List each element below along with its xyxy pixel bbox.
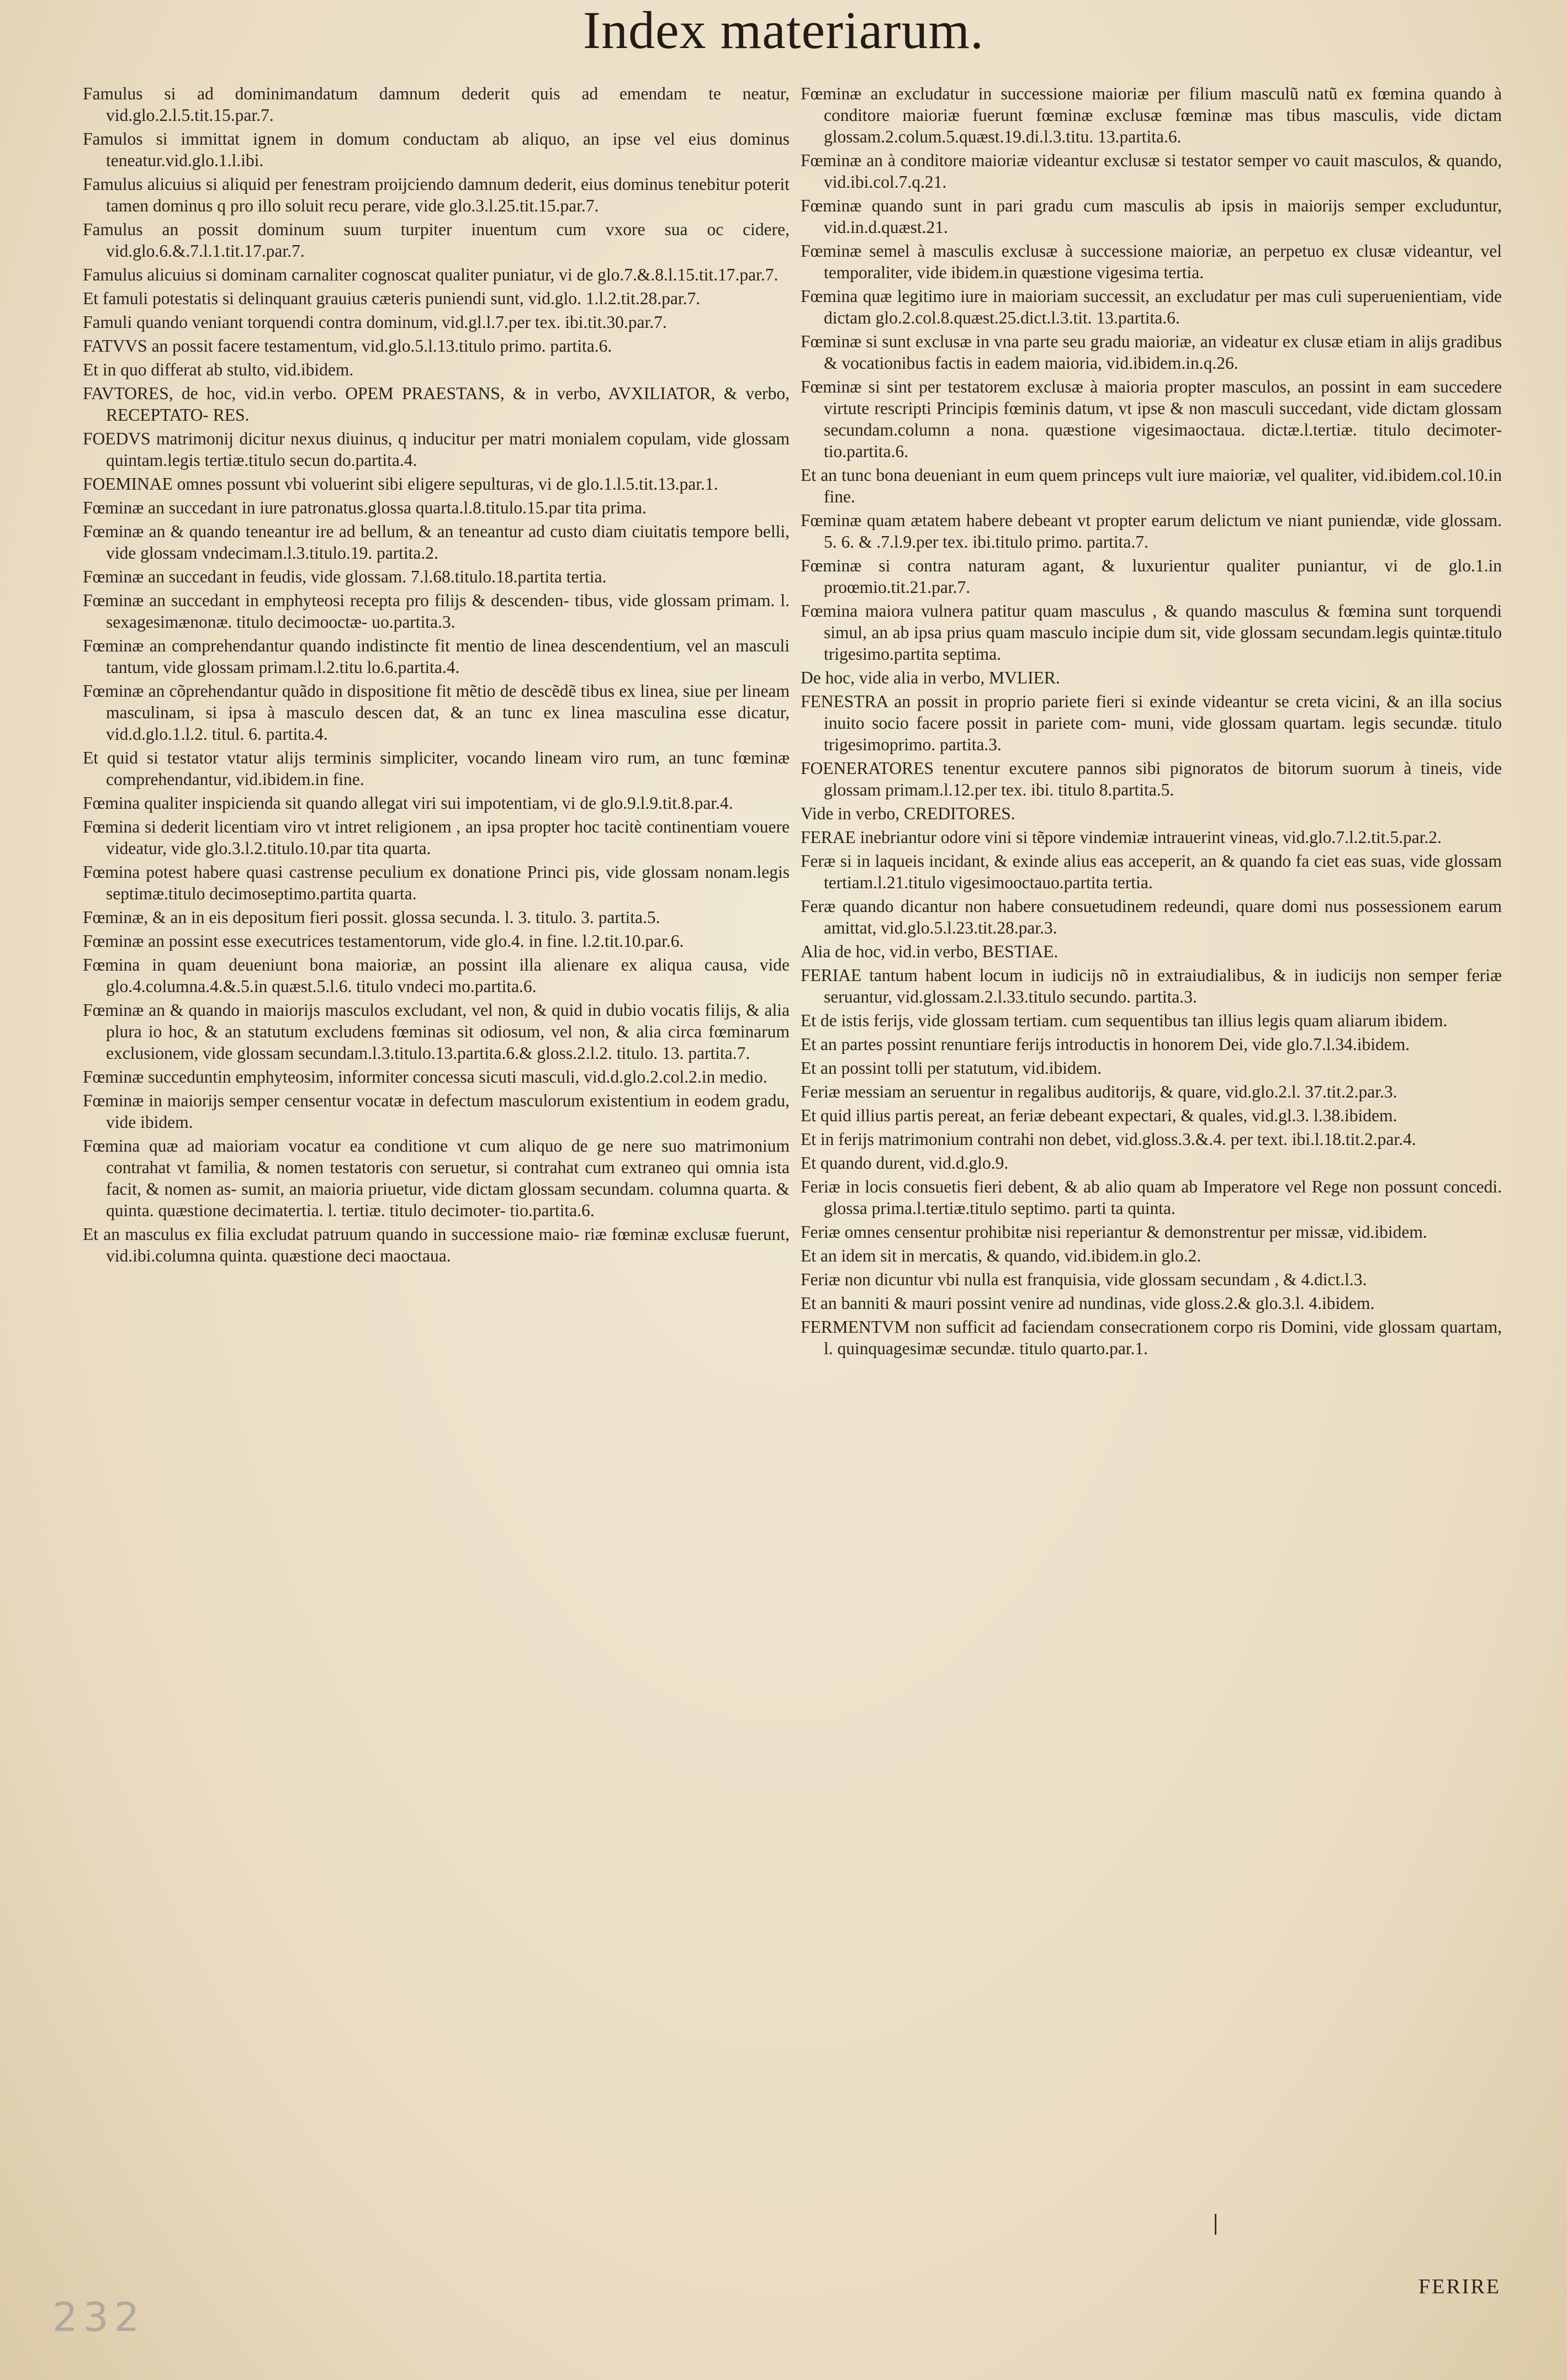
index-entry: Fœminæ an & quando teneantur ire ad bellum, & an teneantur ad custo diam ciuitatis tempore belli, vide glossam vndecimam.l.3.titulo.19. partita.2. xyxy=(83,522,790,563)
index-entry: Famulus si ad dominimandatum damnum dederit quis ad emendam te neatur, vid.glo.2.l.5.tit.15.par.7. xyxy=(83,84,790,125)
index-entry: Fœminæ in maiorijs semper censentur vocatæ in defectum masculorum existentium in eodem gradu, vide ibidem. xyxy=(83,1091,790,1132)
index-entry: Feræ quando dicantur non habere consuetudinem redeundi, quare domi nus possessionem earum amittat, vid.glo.5.l.23.tit.28.par.3. xyxy=(801,897,1502,937)
catchword: FERIRE xyxy=(1418,2275,1501,2298)
index-entry: FATVVS an possit facere testamentum, vid.glo.5.l.13.titulo primo. partita.6. xyxy=(83,336,612,356)
index-entry: Et in quo differat ab stulto, vid.ibidem. xyxy=(83,360,354,379)
index-entry: Fœminæ an & quando in maiorijs masculos excludant, vel non, & quid in dubio vocatis filijs, & alia plura io hoc, & an statutum excludens fœminas sit odiosum, vel non, & alia circa fœminarum exclusionem, vide glossam secundam.l.3.titulo.13.partita.6.& gloss.2.l.2. titulo. 13. partita.7. xyxy=(83,1000,790,1063)
index-entry: Fœmina in quam deueniunt bona maioriæ, an possint illa alienare ex aliqua causa, vide glo.4.columna.4.&.5.in quæst.5.l.6. titulo vndeci mo.partita.6. xyxy=(83,955,790,996)
index-entry: Fœminæ semel à masculis exclusæ à successione maioriæ, an perpetuo ex clusæ videantur, vel temporaliter, vide ibidem.in quæstione vigesima tertia. xyxy=(801,241,1502,282)
index-entry: Fœminæ an succedant in emphyteosi recepta pro filijs & descenden- tibus, vide glossam primam. l. sexagesimænonæ. titulo decimooctæ- uo.partita.3. xyxy=(83,591,790,632)
index-entry: Fœminæ an succedant in iure patronatus.glossa quarta.l.8.titulo.15.par tita prima. xyxy=(83,498,647,517)
page-number: 232 xyxy=(52,2294,145,2340)
index-entry: FERAE inebriantur odore vini si tẽpore vindemiæ intrauerint vineas, vid.glo.7.l.2.tit.5.par.2. xyxy=(801,828,1442,847)
index-entry: Fœminæ succeduntin emphyteosim, informiter concessa sicuti masculi, vid.d.glo.2.col.2.in medio. xyxy=(83,1067,767,1086)
index-entry: Et an possint tolli per statutum, vid.ibidem. xyxy=(801,1058,1102,1078)
index-entry: Et famuli potestatis si delinquant grauius cæteris puniendi sunt, vid.glo. 1.l.2.tit.28.par.7. xyxy=(83,289,701,308)
index-entry: Famulos si immittat ignem in domum conductam ab aliquo, an ipse vel eius dominus teneatur.vid.glo.1.l.ibi. xyxy=(83,129,790,170)
index-entry: Fœminæ an possint esse executrices testamentorum, vide glo.4. in fine. l.2.tit.10.par.6. xyxy=(83,931,684,951)
index-entry: Et an idem sit in mercatis, & quando, vid.ibidem.in glo.2. xyxy=(801,1246,1201,1265)
index-entry: Fœminæ quam ætatem habere debeant vt propter earum delictum ve niant puniendæ, vide glossam. 5. 6. & .7.l.9.per tex. ibi.titulo primo. partita.7. xyxy=(801,511,1502,552)
index-entry: Feriæ messiam an seruentur in regalibus auditorijs, & quare, vid.glo.2.l. 37.tit.2.par.3. xyxy=(801,1082,1397,1101)
index-entry: Et an banniti & mauri possint venire ad nundinas, vide gloss.2.& glo.3.l. 4.ibidem. xyxy=(801,1294,1375,1313)
index-entry: Et de istis ferijs, vide glossam tertiam. cum sequentibus tan illius legis quam aliarum ibidem. xyxy=(801,1011,1448,1030)
index-entry: Fœminæ si sint per testatorem exclusæ à maioria propter masculos, an possint in eam succedere virtute rescripti Principis fœminis datum, vt ipse & non masculi succedant, vide dictam glossam secundam.column a nona. quæstione vigesimaoctaua. dictæ.l.tertiæ. titulo decimoter- tio.partita.6. xyxy=(801,377,1502,461)
index-entry: FOEDVS matrimonij dicitur nexus diuinus, q inducitur per matri monialem copulam, vide glossam quintam.legis tertiæ.titulo secun do.partita.4. xyxy=(83,429,790,470)
index-entry: Fœmina si dederit licentiam viro vt intret religionem , an ipsa propter hoc tacitè continentiam vouere videatur, vide glo.3.l.2.titulo.10.par tita quarta. xyxy=(83,817,790,858)
index-entry: Fœmina quæ ad maioriam vocatur ea conditione vt cum aliquo de ge nere suo matrimonium contrahat vt familia, & nomen testatoris con seruetur, si contrahat cum extraneo qui omnia ista facit, & nomen as- sumit, an maioria priuetur, vide dictam glossam secundam. columna quarta. & quinta. quæstione decimatertia. l. tertiæ. titulo decimoter- tio.partita.6. xyxy=(83,1136,790,1220)
index-entry: Feriæ omnes censentur prohibitæ nisi reperiantur & demonstrentur per missæ, vid.ibidem. xyxy=(801,1222,1427,1242)
index-entry: Fœminæ, & an in eis depositum fieri possit. glossa secunda. l. 3. titulo. 3. partita.5. xyxy=(83,908,660,927)
index-entry: Fœmina quæ legitimo iure in maioriam successit, an excludatur per mas culi superuenientiam, vide dictam glo.2.col.8.quæst.25.dict.l.3.tit. 13.partita.6. xyxy=(801,287,1502,327)
index-entry: Famulus alicuius si dominam carnaliter cognoscat qualiter puniatur, vi de glo.7.&.8.l.15.tit.17.par.7. xyxy=(83,265,779,284)
index-entry: Et an tunc bona deueniant in eum quem princeps vult iure maioriæ, vel qualiter, vid.ibidem.col.10.in fine. xyxy=(801,465,1502,506)
index-entry: Fœmina qualiter inspicienda sit quando allegat viri sui impotentiam, vi de glo.9.l.9.tit.8.par.4. xyxy=(83,793,733,813)
index-entry: Feriæ non dicuntur vbi nulla est franquisia, vide glossam secundam , & 4.dict.l.3. xyxy=(801,1270,1367,1289)
index-entry: FAVTORES, de hoc, vid.in verbo. OPEM PRAESTANS, & in verbo, AVXILIATOR, & verbo, RECEPTATO- RES. xyxy=(83,384,790,425)
index-entry: Famuli quando veniant torquendi contra dominum, vid.gl.l.7.per tex. ibi.tit.30.par.7. xyxy=(83,312,667,332)
index-entry: FOEMINAE omnes possunt vbi voluerint sibi eligere sepulturas, vi de glo.1.l.5.tit.13.par.1. xyxy=(83,474,718,494)
index-entry: Fœminæ an comprehendantur quando indistincte fit mentio de linea descendentium, vel an masculi tantum, vide glossam primam.l.2.titu lo.6.partita.4. xyxy=(83,636,790,677)
index-entry: Fœmina maiora vulnera patitur quam masculus , & quando masculus & fœmina sunt torquendi simul, an ab ipsa prius quam masculo incipie dum sit, vide glossam secundam.legis quintæ.titulo trigesimo.partita septima. xyxy=(801,601,1502,664)
index-entry: FERIAE tantum habent locum in iudicijs nõ in extraiudialibus, & in iudicijs non semper feriæ seruantur, vid.glossam.2.l.33.titulo secundo. partita.3. xyxy=(801,966,1502,1006)
index-entry: Feriæ in locis consuetis fieri debent, & ab alio quam ab Imperatore vel Rege non possunt concedi. glossa prima.l.tertiæ.titulo septimo. parti ta quinta. xyxy=(801,1177,1502,1218)
index-entry: Fœminæ an excludatur in successione maioriæ per filium masculũ natũ ex fœmina quando à conditore maioriæ fuerunt fœminæ exclusæ fœminæ mas tibus masculis, vide dictam glossam.2.colum.5.quæst.19.di.l.3.titu. 13.partita.6. xyxy=(801,84,1502,146)
index-entry: Et an masculus ex filia excludat patruum quando in successione maio- riæ fœminæ exclusæ fuerunt, vid.ibi.columna quinta. quæstione deci maoctaua. xyxy=(83,1225,790,1265)
index-entry: Fœminæ si contra naturam agant, & luxurientur qualiter puniantur, vi de glo.1.in proœmio.tit.21.par.7. xyxy=(801,556,1502,597)
index-entry: Fœminæ quando sunt in pari gradu cum masculis ab ipsis in maiorijs semper excluduntur, vid.in.d.quæst.21. xyxy=(801,196,1502,237)
page-title: Index materiarum. xyxy=(583,1,984,60)
index-entry: De hoc, vide alia in verbo, MVLIER. xyxy=(801,668,1060,687)
index-entry: Et quando durent, vid.d.glo.9. xyxy=(801,1153,1009,1173)
index-entry: Famulus alicuius si aliquid per fenestram proijciendo damnum dederit, eius dominus tenebitur poterit tamen dominus q pro illo soluit recu perare, vide glo.3.l.25.tit.15.par.7. xyxy=(83,174,790,215)
index-entry: Alia de hoc, vid.in verbo, BESTIAE. xyxy=(801,942,1058,961)
right-column xyxy=(801,83,1502,1361)
left-column xyxy=(83,83,790,1269)
index-entry: Et an partes possint renuntiare ferijs introductis in honorem Dei, vide glo.7.l.34.ibidem. xyxy=(801,1035,1410,1054)
index-entry: Et in ferijs matrimonium contrahi non debet, vid.gloss.3.&.4. per text. ibi.l.18.tit.2.par.4. xyxy=(801,1130,1416,1149)
ink-mark xyxy=(1215,2214,1216,2235)
index-entry: Vide in verbo, CREDITORES. xyxy=(801,804,1015,823)
index-entry: Feræ si in laqueis incidant, & exinde alius eas acceperit, an & quando fa ciet eas suas, vide glossam tertiam.l.21.titulo vigesimooctauo.partita tertia. xyxy=(801,851,1502,892)
index-entry: Fœminæ an à conditore maioriæ videantur exclusæ si testator semper vo cauit masculos, & quando, vid.ibi.col.7.q.21. xyxy=(801,151,1502,192)
index-entry: Fœminæ si sunt exclusæ in vna parte seu gradu maioriæ, an videatur ex clusæ etiam in alijs gradibus & vocationibus factis in eadem maioria, vid.ibidem.in.q.26. xyxy=(801,332,1502,373)
index-entry: Fœmina potest habere quasi castrense peculium ex donatione Princi pis, vide glossam nonam.legis septimæ.titulo decimoseptimo.partita quarta. xyxy=(83,862,790,903)
index-entry: Fœminæ an cõprehendantur quãdo in dispositione fit mẽtio de descẽdẽ tibus ex linea, siue per lineam masculinam, si ipsa à masculo descen dat, & an tunc ex linea masculina esse dicatur, vid.d.glo.1.l.2. titul. 6. partita.4. xyxy=(83,681,790,744)
index-entry: FERMENTVM non sufficit ad faciendam consecrationem corpo ris Domini, vide glossam quartam, l. quinquagesimæ secundæ. titulo quarto.par.1. xyxy=(801,1317,1502,1358)
index-entry: Famulus an possit dominum suum turpiter inuentum cum vxore sua oc cidere, vid.glo.6.&.7.l.1.tit.17.par.7. xyxy=(83,220,790,261)
index-entry: Fœminæ an succedant in feudis, vide glossam. 7.l.68.titulo.18.partita tertia. xyxy=(83,567,607,586)
index-entry: FENESTRA an possit in proprio pariete fieri si exinde videantur se creta vicini, & an illa socius inuito socio facere possit in pariete com- muni, vide glossam quartam. legis secundæ. titulo trigesimoprimo. partita.3. xyxy=(801,692,1502,754)
index-entry: FOENERATORES tenentur excutere pannos sibi pignoratos de bitorum suorum à tineis, vide glossam primam.l.12.per tex. ibi. titulo 8.partita.5. xyxy=(801,759,1502,799)
index-entry: Et quid si testator vtatur alijs terminis simpliciter, vocando lineam viro rum, an tunc fœminæ comprehendantur, vid.ibidem.in fine. xyxy=(83,748,790,789)
index-entry: Et quid illius partis pereat, an feriæ debeant expectari, & quales, vid.gl.3. l.38.ibidem. xyxy=(801,1106,1397,1125)
